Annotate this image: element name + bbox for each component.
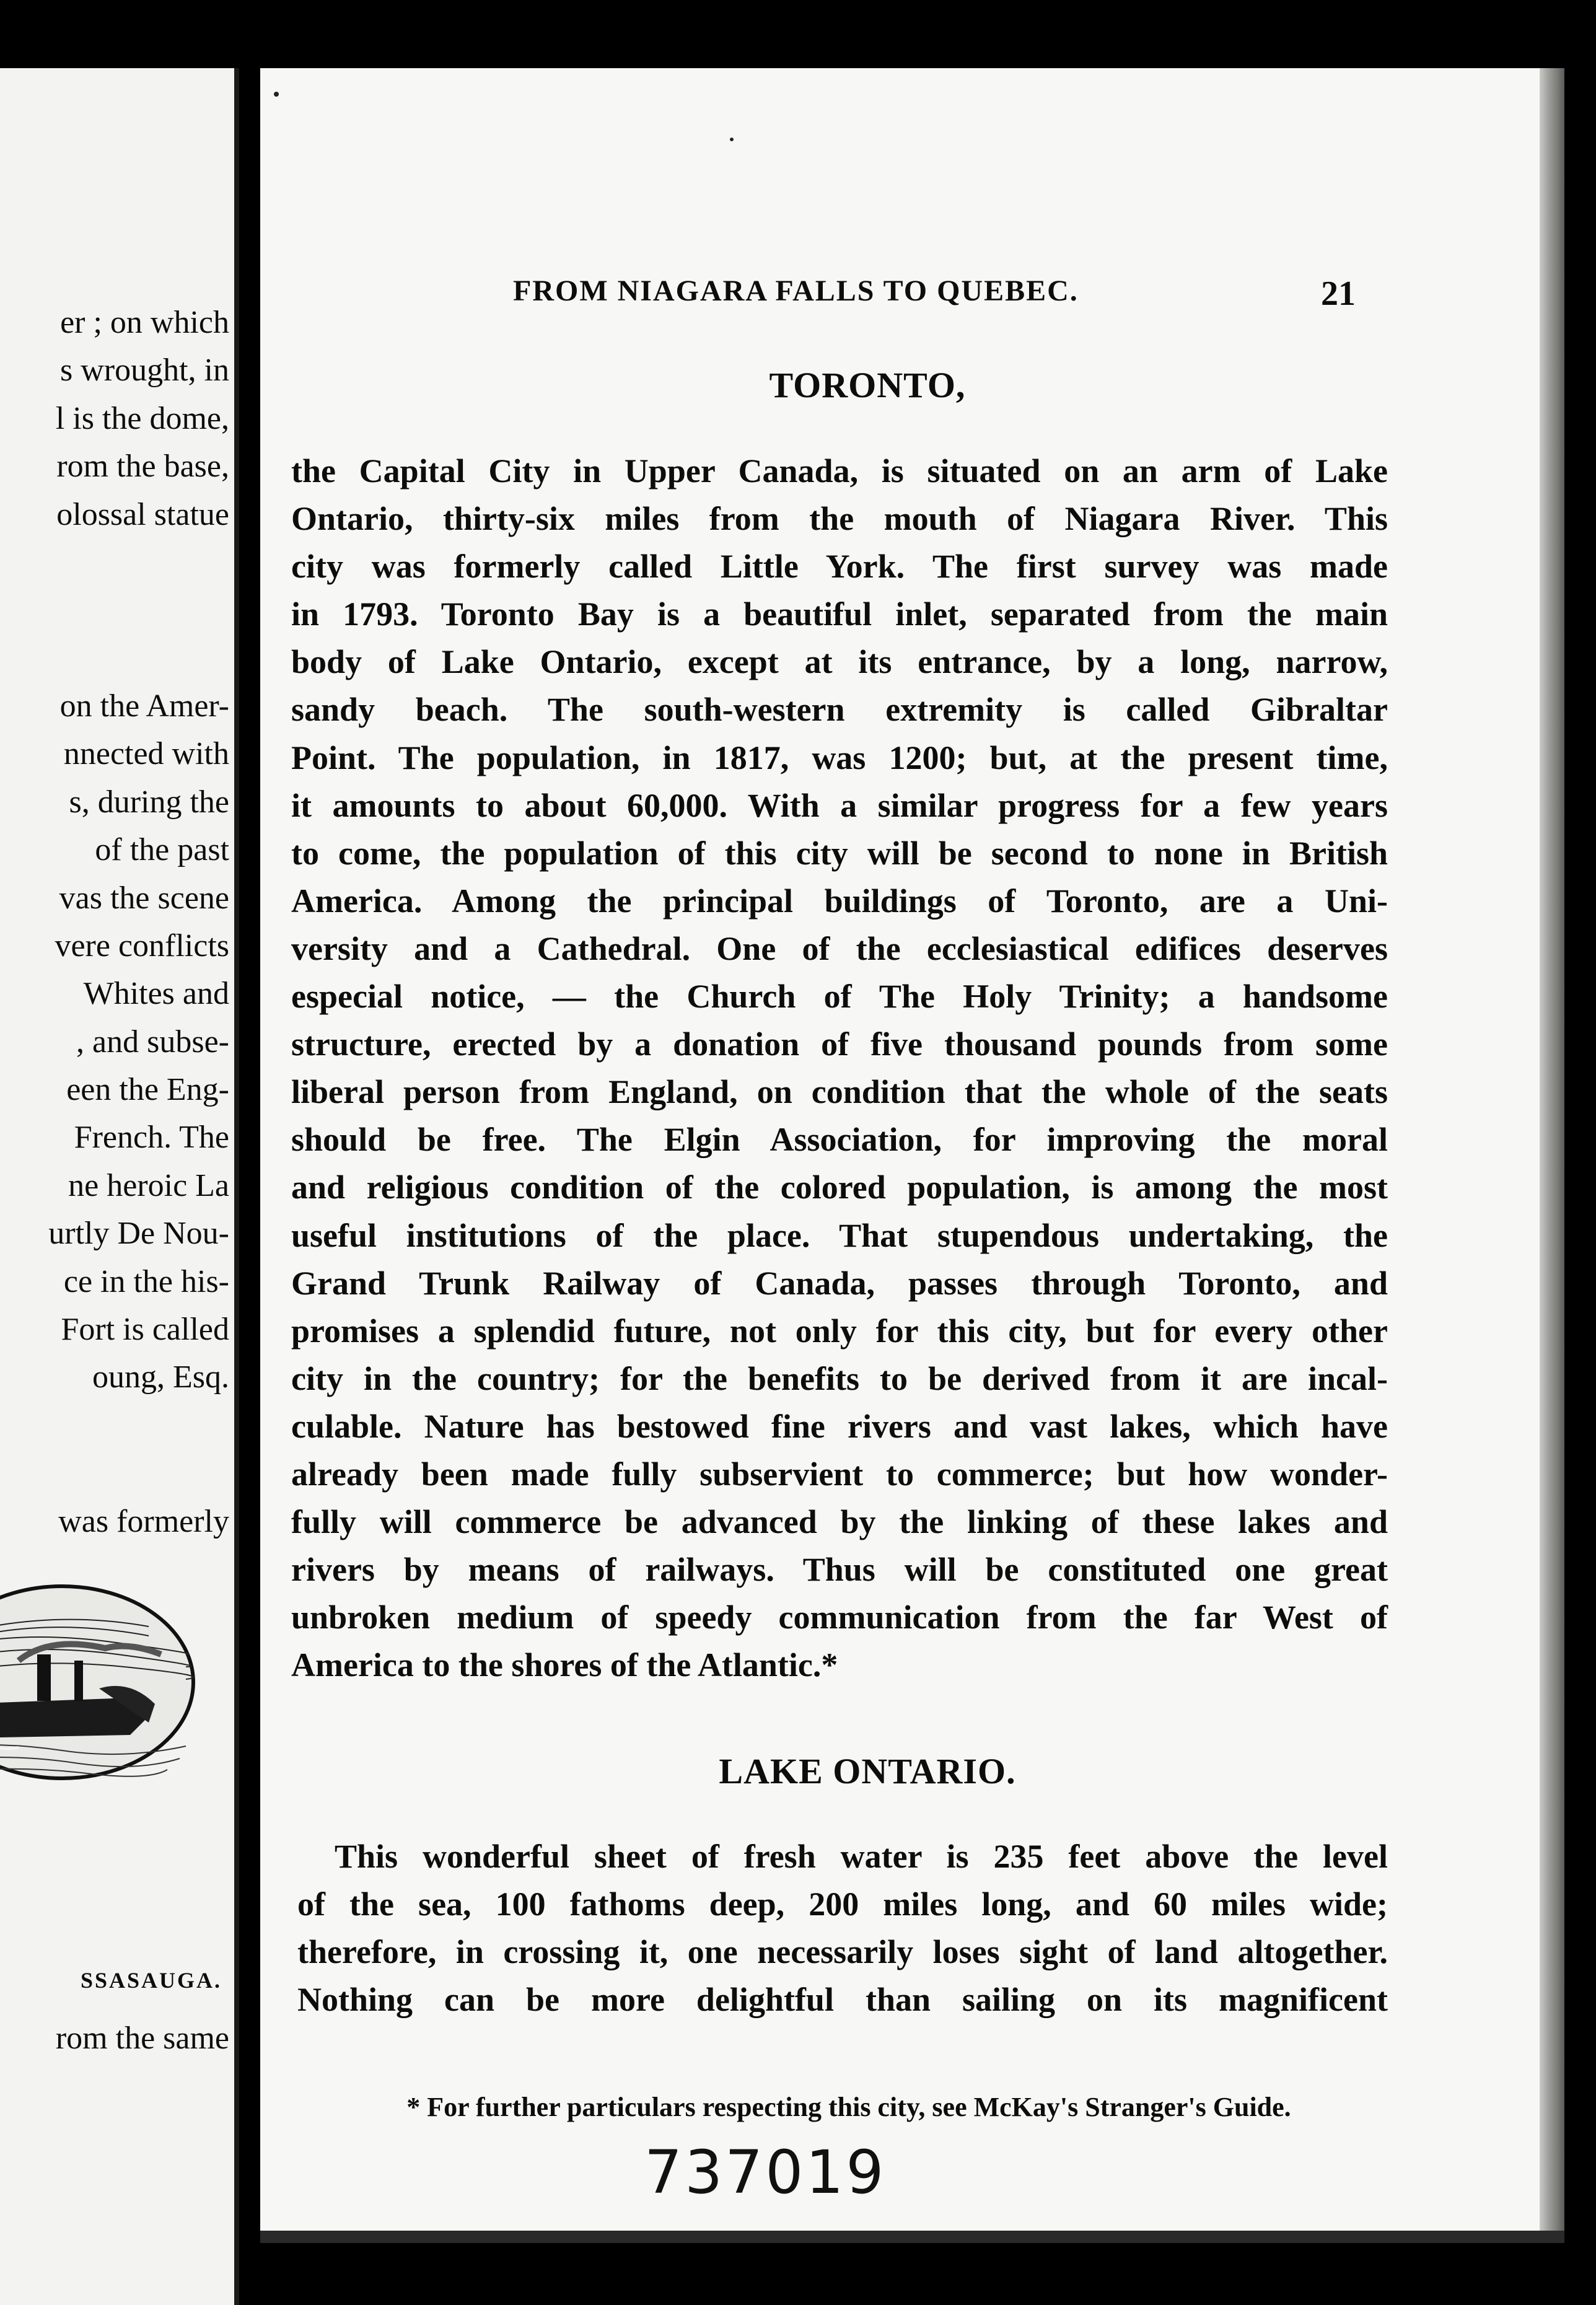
previous-page-line: French. The: [74, 1120, 229, 1156]
previous-page-line: rom the same: [55, 2021, 229, 2056]
text-line: should be free. The Elgin Association, for improving the moral: [291, 1121, 1388, 1159]
previous-page-line: Fort is called: [61, 1312, 229, 1348]
previous-page-fragment: [0, 68, 239, 2305]
text-line: Point. The population, in 1817, was 1200; but, at the present time,: [291, 739, 1388, 776]
text-line: useful institutions of the place. That stupendous undertaking, the: [291, 1216, 1388, 1254]
text-line: versity and a Cathedral. One of the ecclesiastical edifices deserves: [291, 929, 1388, 967]
section-heading-lake-ontario: LAKE ONTARIO.: [719, 1751, 1016, 1791]
toronto-paragraph: [291, 447, 1388, 1689]
text-line: Nothing can be more delightful than sailing on its magnificent: [297, 1981, 1388, 2019]
text-line: city in the country; for the benefits to be derived from it are incal-: [291, 1359, 1388, 1397]
previous-page-line: s wrought, in: [60, 353, 229, 389]
previous-page-line: vere conflicts: [55, 928, 229, 964]
running-head-title: FROM NIAGARA FALLS TO QUEBEC.: [513, 274, 1079, 307]
previous-page-line: nnected with: [63, 736, 229, 772]
print-speck: [730, 138, 734, 141]
text-line: fully will commerce be advanced by the linking of these lakes and: [291, 1503, 1388, 1541]
previous-page-text: [0, 299, 229, 1545]
text-line: America. Among the principal buildings of Toronto, are a Uni-: [291, 882, 1388, 920]
page-edge-shadow: [1540, 68, 1564, 2231]
lake-ontario-paragraph: [297, 1833, 1388, 2024]
page-bottom-shadow: [260, 2231, 1564, 2243]
text-line: Ontario, thirty-six miles from the mouth of Niagara River. This: [291, 500, 1388, 538]
print-speck: [274, 92, 279, 97]
engraving-caption: SSASAUGA.: [80, 1968, 222, 1993]
previous-page-line: on the Amer-: [59, 688, 229, 724]
page-number: 21: [1321, 274, 1356, 313]
previous-page-line: urtly De Nou-: [48, 1216, 229, 1252]
text-line: therefore, in crossing it, one necessarily loses sight of land altogether.: [297, 1933, 1388, 1971]
previous-page-line: oung, Esq.: [92, 1359, 229, 1395]
previous-page-line: rom the base,: [56, 449, 229, 485]
text-line: promises a splendid future, not only for this city, but for every other: [291, 1312, 1388, 1350]
text-line: it amounts to about 60,000. With a similar progress for a few years: [291, 786, 1388, 824]
footnote: * For further particulars respecting this city, see McKay's Stranger's Guide.: [406, 2092, 1291, 2122]
faded-text-gap: [0, 1402, 229, 1498]
text-line: Grand Trunk Railway of Canada, passes through Toronto, and: [291, 1264, 1388, 1302]
steamship-engraving: [0, 1580, 198, 1785]
text-line: body of Lake Ontario, except at its entrance, by a long, narrow,: [291, 643, 1388, 681]
text-line: America to the shores of the Atlantic.*: [291, 1646, 838, 1684]
text-line: the Capital City in Upper Canada, is situated on an arm of Lake: [291, 452, 1388, 490]
previous-page-line: , and subse-: [76, 1024, 229, 1060]
section-heading-toronto: TORONTO,: [769, 365, 966, 405]
previous-page-line: ne heroic La: [68, 1167, 229, 1203]
previous-page-line: of the past: [95, 832, 229, 868]
running-head: [260, 274, 1540, 317]
faded-text-gap: [0, 538, 229, 682]
previous-page-line: ce in the his-: [63, 1263, 229, 1299]
text-line: liberal person from England, on condition that the whole of the seats: [291, 1073, 1388, 1111]
previous-page-line: vas the scene: [59, 880, 229, 916]
text-line: especial notice, — the Church of The Holy Trinity; a handsome: [291, 978, 1388, 1016]
previous-page-line: er ; on which: [60, 305, 229, 340]
previous-page-line: een the Eng-: [66, 1072, 229, 1108]
text-line: city was formerly called Little York. The first survey was made: [291, 548, 1388, 586]
previous-page-line: s, during the: [69, 784, 229, 820]
text-line: structure, erected by a donation of five thousand pounds from some: [291, 1025, 1388, 1063]
text-line: unbroken medium of speedy communication from the far West of: [291, 1599, 1388, 1636]
library-stamp-number: 737019: [644, 2138, 887, 2207]
text-line: already been made fully subservient to commerce; but how wonder-: [291, 1455, 1388, 1493]
text-line: sandy beach. The south-western extremity is called Gibraltar: [291, 691, 1388, 729]
previous-page-line: was formerly: [58, 1503, 229, 1539]
book-page: [260, 68, 1540, 2237]
previous-page-line: l is the dome,: [55, 400, 229, 436]
text-line: of the sea, 100 fathoms deep, 200 miles long, and 60 miles wide;: [297, 1886, 1388, 1923]
previous-page-line: Whites and: [83, 976, 229, 1012]
text-line: and religious condition of the colored population, is among the most: [291, 1169, 1388, 1206]
text-line: culable. Nature has bestowed fine rivers and vast lakes, which have: [291, 1407, 1388, 1445]
text-line: This wonderful sheet of fresh water is 235 feet above the level: [335, 1838, 1388, 1875]
text-line: in 1793. Toronto Bay is a beautiful inlet, separated from the main: [291, 595, 1388, 633]
text-line: rivers by means of railways. Thus will be constituted one great: [291, 1551, 1388, 1589]
text-line: to come, the population of this city will be second to none in British: [291, 834, 1388, 872]
previous-page-line: olossal statue: [56, 496, 229, 532]
